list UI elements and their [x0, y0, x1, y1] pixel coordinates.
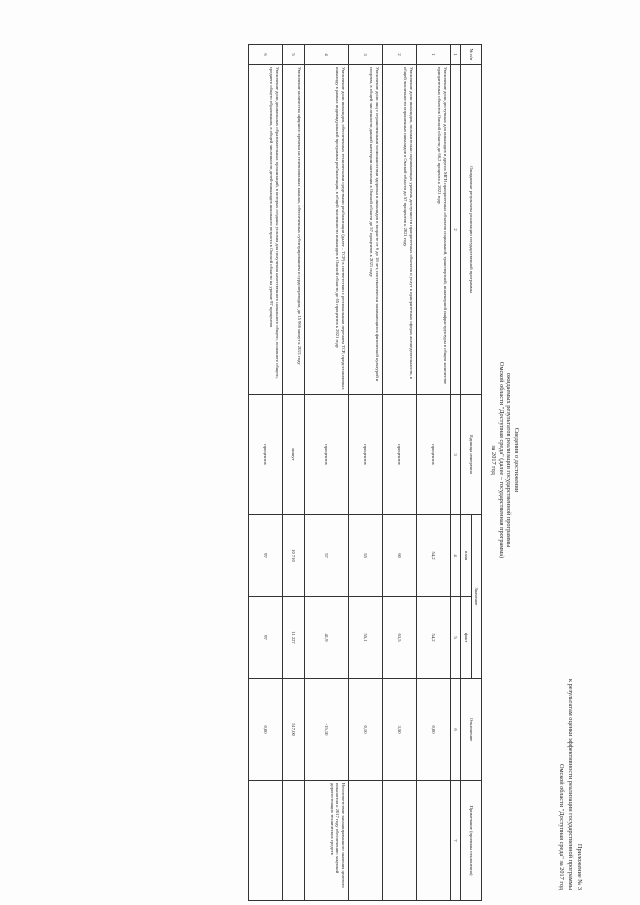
row-unit: минут [282, 395, 304, 515]
row-result: Увеличение доли инвалидов, обеспеченных техническими средствами реабилитации (далее – ТСР) в соответствии с региональным перечнем ТСР, предоставляемых инвалиду в рамках индивидуальной программы реабилитации, в общей численности инвалидов в Омской области до 65 процентов к 2021 году [304, 65, 348, 395]
title-line-3: Омской области "Доступная среда" (далее – государственная программа) [498, 361, 505, 559]
row-fact: 41,9 [304, 597, 348, 679]
row-plan: 60 [382, 515, 416, 597]
table-row [382, 45, 416, 901]
row-fact: 63,5 [382, 597, 416, 679]
row-result: Увеличение доли инвалидов, положительно оценивающих уровень доступности приоритетных объектов и услуг в приоритетных сферах жизнедеятельности, в общей численности опрошенных инвалидов в Омской области до 57 процентов к 2021 году [382, 65, 416, 395]
row-plan: 10 710 [282, 515, 304, 597]
row-num: 4 [304, 45, 348, 65]
row-unit: процентов [382, 395, 416, 515]
appendix-line-3: Омской области "Доступная среда" за 2017 год [558, 764, 565, 890]
row-note: Несоответствие запланированного значения целевого показателя к 2017 году обеспечению закупкой дорогостоящих технических средств [304, 781, 348, 901]
column-number: 2 [450, 65, 460, 395]
row-deviation: 0,00 [248, 679, 282, 781]
row-fact: 55,1 [348, 597, 382, 679]
row-deviation: -15,10 [304, 679, 348, 781]
table-row [304, 45, 348, 901]
row-num: 1 [416, 45, 450, 65]
row-fact: 11 227 [282, 597, 304, 679]
row-plan: 55 [348, 515, 382, 597]
row-note [416, 781, 450, 901]
row-deviation: 0,00 [416, 679, 450, 781]
header-row [471, 45, 481, 901]
row-result: Увеличение доли дошкольных образовательных организаций, в которых созданы условия для получения качественного начального общего, основного общего, среднего общего образования, в общей численности детей-инвалидов школьного возраста в Омской области на уровне 97 процентов [248, 65, 282, 395]
row-result: Увеличение количества эфирного времени на телевизионных каналах, обеспеченных субтитрированием и сурдопереводом, до 15 966 минут к 2021 году [282, 65, 304, 395]
rotated-content [0, 20, 590, 900]
title-line-2: ожидаемых результатов реализации государственной программы [505, 372, 513, 548]
title-line-1: Сведения о достижении [513, 427, 520, 493]
header-unit: Единица измерения [461, 395, 482, 515]
column-number: 4 [450, 515, 460, 597]
row-num: 3 [348, 45, 382, 65]
header-plan: план [461, 515, 471, 597]
document-title [490, 20, 520, 900]
row-plan: 54,2 [416, 515, 450, 597]
column-number: 3 [450, 395, 460, 515]
row-unit: процентов [348, 395, 382, 515]
column-number: 7 [450, 781, 460, 901]
row-num: 6 [248, 45, 282, 65]
column-number: 5 [450, 597, 460, 679]
header-fact: факт [461, 597, 471, 679]
title-line-4: за 2017 год [490, 445, 498, 475]
row-num: 2 [382, 45, 416, 65]
appendix-line-1: Приложение № 3 [576, 843, 583, 890]
header-result: Ожидаемые результаты реализации государственной программы [461, 65, 482, 395]
row-unit: процентов [248, 395, 282, 515]
row-unit: процентов [304, 395, 348, 515]
header-note: Примечание (причины отклонения) [461, 781, 482, 901]
row-num: 5 [282, 45, 304, 65]
appendix-header [557, 679, 584, 890]
table-row [248, 45, 282, 901]
header-deviation: Отклонение [461, 679, 482, 781]
row-fact: 54,2 [416, 597, 450, 679]
appendix-line-2: к результатам оценки эффективности реализации государственной программы [567, 679, 574, 890]
row-result: Увеличение доли доступных для инвалидов и других МГН приоритетных объектов социальной, транспортной, инженерной инфраструктуры в общем количестве приоритетных объектов Омской области до 68,2 процента к 2021 году [416, 65, 450, 395]
row-deviation: 517,00 [282, 679, 304, 781]
row-note [348, 781, 382, 901]
row-plan: 97 [248, 515, 282, 597]
row-note [248, 781, 282, 901]
row-deviation: 0,10 [348, 679, 382, 781]
row-deviation: 3,50 [382, 679, 416, 781]
row-plan: 57 [304, 515, 348, 597]
table-row [416, 45, 450, 901]
header-num: № п/п [461, 45, 482, 65]
row-note [382, 781, 416, 901]
results-table [248, 44, 482, 901]
column-number-row [450, 45, 460, 901]
row-fact: 97 [248, 597, 282, 679]
table-row [348, 45, 382, 901]
column-number: 6 [450, 679, 460, 781]
header-value: Значение [471, 515, 481, 679]
table-row [282, 45, 304, 901]
row-unit: процентов [416, 395, 450, 515]
column-number: 1 [450, 45, 460, 65]
row-note [282, 781, 304, 901]
row-result: Увеличение доли лиц с ограниченными возможностями здоровья и инвалидов в возрасте от 6 до 18 лет, систематически занимающихся физической культурой и спортом, в общей численности данной категории населения в Омской области до 57 процентов к 2021 году [348, 65, 382, 395]
